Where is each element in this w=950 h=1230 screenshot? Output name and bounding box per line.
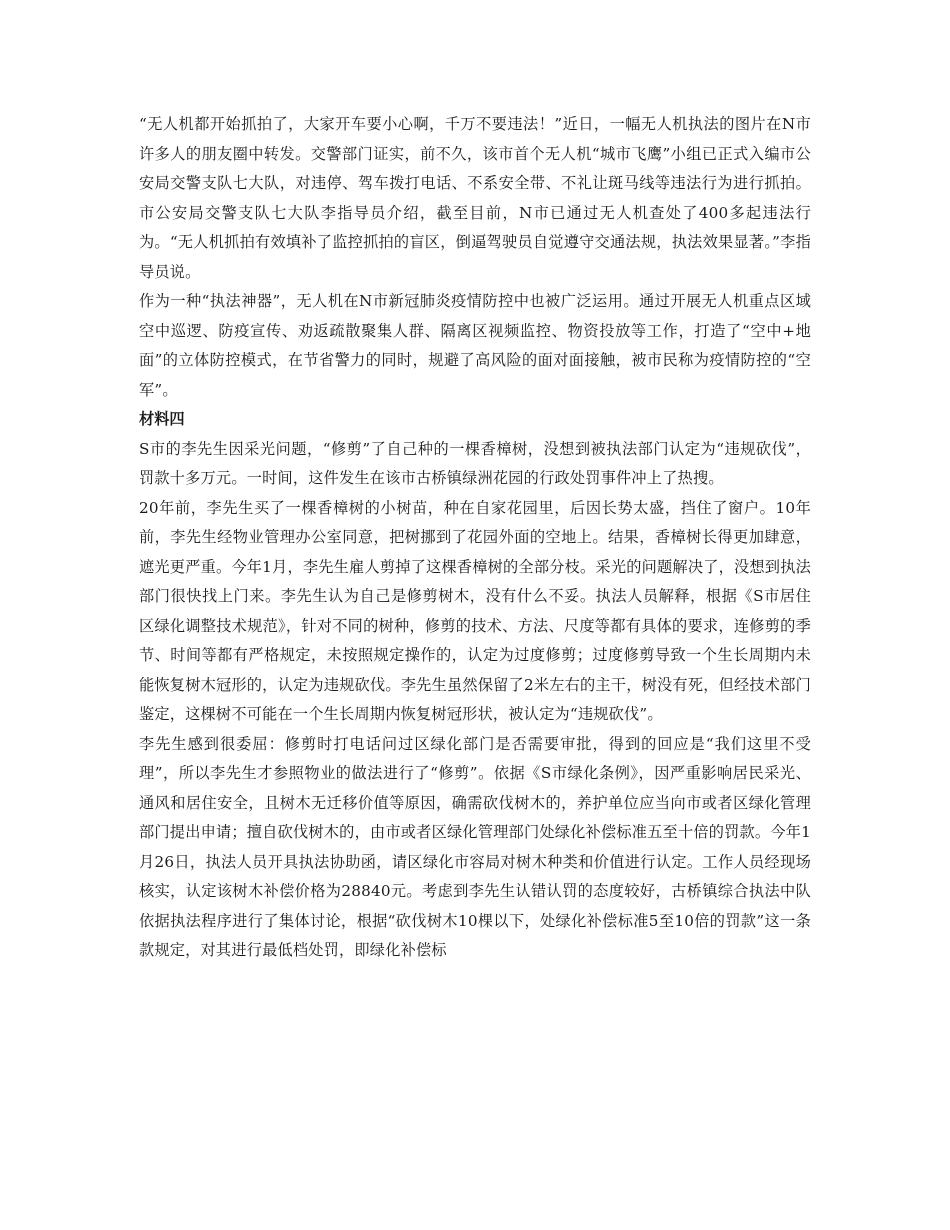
paragraph-drone-enforcement: “无人机都开始抓拍了，大家开车要小心啊，千万不要违法！”近日，一幅无人机执法的图片在N市许多人的朋友圈中转发。交警部门证实，前不久，该市首个无人机“城市飞鹰”小组已正式入编市公安局交警支队七大队，对违停、驾车拨打电话、不系安全带、不礼让斑马线等违法行为进行抓拍。市公安局交警支队七大队李指导员介绍，截至目前，N市已通过无人机查处了400多起违法行为。“无人机抓拍有效填补了监控抓拍的盲区，倒逼驾驶员自觉遵守交通法规，执法效果显著。”李指导员说。 (139, 115, 811, 281)
paragraph-tree-case-history: 20年前，李先生买了一棵香樟树的小树苗，种在自家花园里，后因长势太盛，挡住了窗户。10年前，李先生经物业管理办公室同意，把树挪到了花园外面的空地上。结果，香樟树长得更加肆意，遮光更严重。今年1月，李先生雇人剪掉了这棵香樟树的全部分枝。采光的问题解决了，没想到执法部门很快找上门来。李先生认为自己是修剪树木，没有什么不妥。执法人员解释，根据《S市居住区绿化调整技术规范》，针对不同的树种，修剪的技术、方法、尺度等都有具体的要求，连修剪的季节、时间等都有严格规定，未按照规定操作的，认定为过度修剪；过度修剪导致一个生长周期内未能恢复树木冠形的，认定为违规砍伐。李先生虽然保留了2米左右的主干，树没有死，但经技术部门鉴定，这棵树不可能在一个生长周期内恢复树冠形状，被认定为“违规砍伐”。 (139, 498, 811, 723)
paragraph-tree-case-penalty: 李先生感到很委屈：修剪时打电话问过区绿化部门是否需要审批，得到的回应是“我们这里不受理”，所以李先生才参照物业的做法进行了“修剪”。依据《S市绿化条例》，因严重影响居民采光、通风和居住安全，且树木无迁移价值等原因，确需砍伐树木的，养护单位应当向市或者区绿化管理部门提出申请；擅自砍伐树木的，由市或者区绿化管理部门处绿化补偿标准五至十倍的罚款。今年1月26日，执法人员开具执法协助函，请区绿化市容局对树木种类和价值进行认定。工作人员经现场核实，认定该树木补偿价格为28840元。考虑到李先生认错认罚的态度较好，古桥镇综合执法中队依据执法程序进行了集体讨论，根据“砍伐树木10棵以下，处绿化补偿标准5至10倍的罚款”这一条款规定，对其进行最低档处罚，即绿化补偿标 (139, 734, 811, 959)
paragraph-tree-case-intro: S市的李先生因采光问题，“修剪”了自己种的一棵香樟树，没想到被执法部门认定为“违规砍伐”，罚款十多万元。一时间，这件发生在该市古桥镇绿洲花园的行政处罚事件冲上了热搜。 (139, 439, 811, 487)
paragraph-drone-epidemic: 作为一种“执法神器”，无人机在N市新冠肺炎疫情防控中也被广泛运用。通过开展无人机重点区域空中巡逻、防疫宣传、劝返疏散聚集人群、隔离区视频监控、物资投放等工作，打造了“空中+地面”的立体防控模式，在节省警力的同时，规避了高风险的面对面接触，被市民称为疫情防控的“空军”。 (139, 292, 811, 399)
document-page (139, 110, 811, 966)
section-heading: 材料四 (139, 410, 185, 428)
